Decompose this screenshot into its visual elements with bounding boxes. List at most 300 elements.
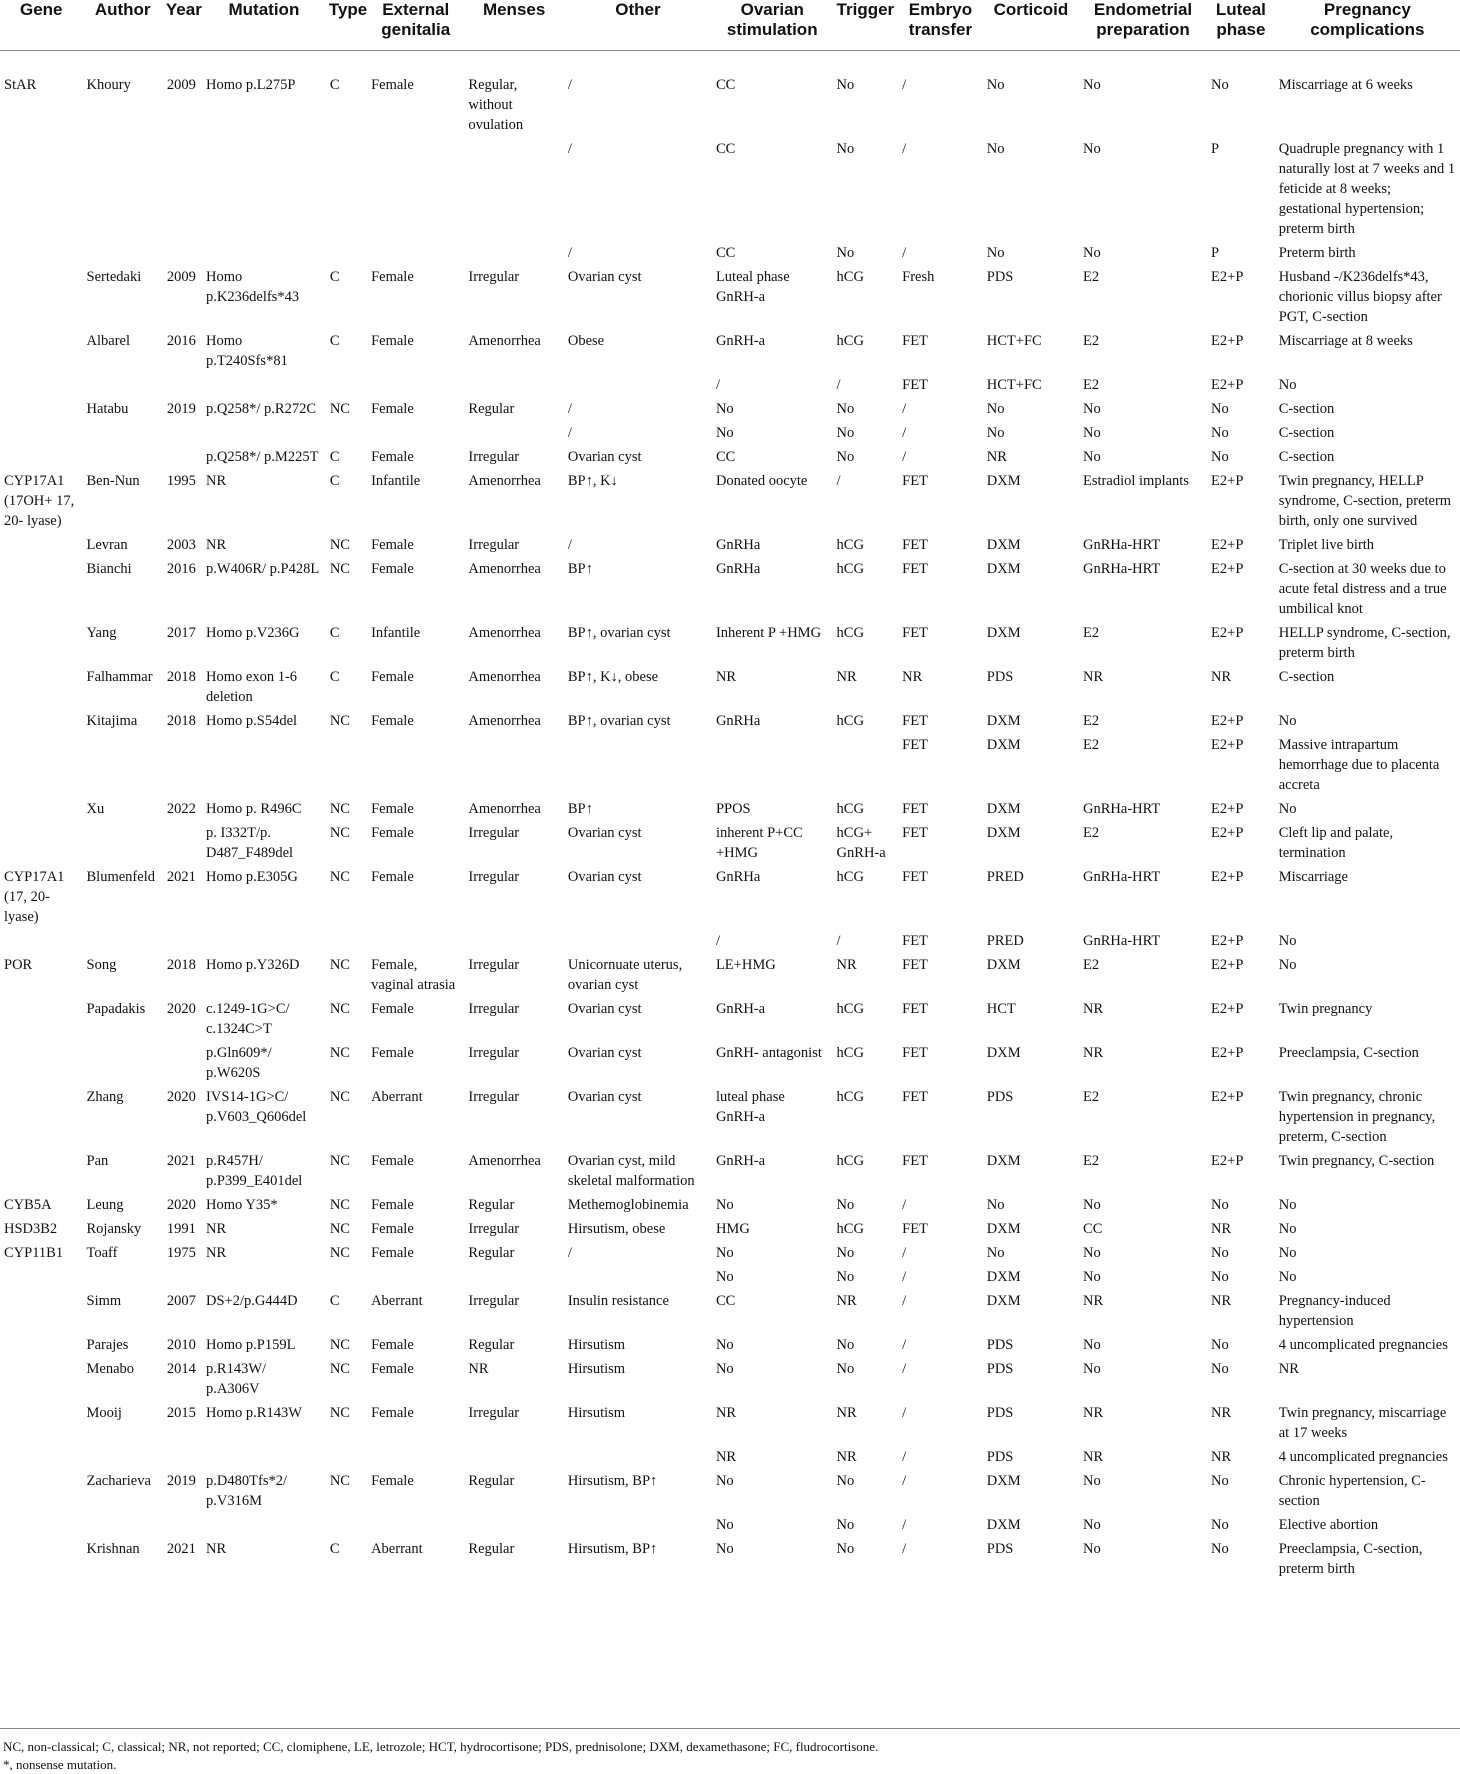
cell-other: Hirsutism — [567, 1337, 626, 1353]
column-header-type: Type — [328, 0, 368, 19]
cell-trigger: No — [836, 245, 855, 261]
cell-mutation: NR — [206, 1541, 227, 1557]
cell-embryo-transfer: / — [902, 141, 907, 157]
cell-other: / — [567, 425, 572, 441]
cell-year: 2019 — [166, 401, 196, 417]
cell-corticoid: No — [986, 425, 1005, 441]
cell-mutation: Homo p.V236G — [206, 625, 300, 641]
cell-type: NC — [329, 713, 350, 729]
cell-author — [83, 931, 163, 955]
cell-menses: Irregular — [468, 537, 520, 553]
cell-corticoid: PDS — [986, 1337, 1014, 1353]
cell-pregnancy-complications: Husband -/K236delfs*43, chorionic villus biopsy after PGT, C-section — [1278, 269, 1442, 325]
cell-year — [163, 1447, 202, 1471]
cell-menses: Regular — [468, 401, 515, 417]
cell-endometrial-preparation: NR — [1083, 1293, 1104, 1309]
cell-trigger: No — [836, 1541, 855, 1557]
cell-gene — [0, 1291, 83, 1335]
cell-endometrial-preparation: Estradiol implants — [1083, 473, 1189, 489]
cell-type: C — [329, 1293, 340, 1309]
cell-type: NC — [329, 1221, 350, 1237]
cell-embryo-transfer: FET — [902, 333, 928, 349]
cell-author — [83, 1515, 163, 1539]
cell-gene — [0, 1359, 83, 1403]
cell-year: 2018 — [166, 957, 196, 973]
cell-ovarian-stimulation: No — [715, 425, 734, 441]
cell-author — [83, 243, 163, 267]
cell-endometrial-preparation: E2 — [1083, 957, 1100, 973]
cell-corticoid: PDS — [986, 1449, 1014, 1465]
cell-author: Ben-Nun — [86, 473, 140, 489]
cell-year: 2010 — [166, 1337, 196, 1353]
cell-gene: HSD3B2 — [4, 1221, 58, 1237]
cell-endometrial-preparation: NR — [1083, 1449, 1104, 1465]
cell-author — [83, 139, 163, 243]
table-row — [0, 735, 1460, 799]
cell-external-genitalia: Female — [371, 537, 414, 553]
cell-luteal-phase: No — [1211, 449, 1229, 465]
cell-other — [564, 1447, 712, 1471]
cell-ovarian-stimulation: HMG — [715, 1221, 750, 1237]
cell-mutation: Homo p.Y326D — [206, 957, 300, 973]
cell-year: 2016 — [166, 561, 196, 577]
cell-type: NC — [329, 1089, 350, 1105]
cell-year: 2021 — [166, 1541, 196, 1557]
cell-gene: POR — [4, 957, 33, 973]
cell-mutation: Homo p.E305G — [206, 869, 298, 885]
cell-endometrial-preparation: No — [1083, 1337, 1101, 1353]
cell-pregnancy-complications: Elective abortion — [1278, 1517, 1379, 1533]
table-row — [0, 1471, 1460, 1515]
cell-pregnancy-complications: No — [1278, 933, 1297, 949]
cell-author — [83, 1447, 163, 1471]
cell-embryo-transfer: FET — [902, 1001, 928, 1017]
cell-luteal-phase: No — [1211, 1361, 1229, 1377]
cell-menses: Irregular — [468, 1045, 520, 1061]
cell-type — [326, 243, 367, 267]
cell-pregnancy-complications: Miscarriage — [1278, 869, 1348, 885]
cell-year: 2018 — [166, 713, 196, 729]
cell-gene — [0, 1447, 83, 1471]
cell-year: 2021 — [166, 1153, 196, 1169]
cell-other: BP↑ — [567, 801, 593, 817]
cell-gene — [0, 423, 83, 447]
column-header-menses: Menses — [482, 0, 546, 19]
cell-trigger: hCG — [836, 561, 864, 577]
cell-author — [83, 447, 163, 471]
cell-ovarian-stimulation: No — [715, 1361, 734, 1377]
cell-type: NC — [329, 1405, 350, 1421]
cell-gene: CYP17A1 (17, 20- lyase) — [4, 869, 65, 925]
cell-ovarian-stimulation — [712, 735, 833, 799]
cell-author — [83, 823, 163, 867]
cell-luteal-phase: No — [1211, 1517, 1229, 1533]
cell-endometrial-preparation: No — [1083, 449, 1101, 465]
cell-corticoid: DXM — [986, 737, 1021, 753]
cell-endometrial-preparation: E2 — [1083, 713, 1100, 729]
cell-gene: CYB5A — [4, 1197, 52, 1213]
cell-external-genitalia: Female — [371, 1197, 414, 1213]
cell-ovarian-stimulation: GnRH-a — [715, 1001, 766, 1017]
cell-ovarian-stimulation: No — [715, 1337, 734, 1353]
cell-pregnancy-complications: Preeclampsia, C-section, preterm birth — [1278, 1541, 1423, 1577]
cell-external-genitalia: Aberrant — [371, 1541, 423, 1557]
column-header-endometrial-preparation: Endometrial preparation — [1093, 0, 1193, 39]
cell-author — [83, 1043, 163, 1087]
cell-endometrial-preparation: E2 — [1083, 1089, 1100, 1105]
cell-author: Kitajima — [86, 713, 138, 729]
table-row — [0, 1267, 1460, 1291]
cell-author: Zacharieva — [86, 1473, 151, 1489]
cell-year: 2014 — [166, 1361, 196, 1377]
cell-ovarian-stimulation: No — [715, 1269, 734, 1285]
cell-ovarian-stimulation: GnRH- antagonist — [715, 1045, 822, 1061]
cell-embryo-transfer: / — [902, 1361, 907, 1377]
cell-trigger: hCG — [836, 1089, 864, 1105]
cell-author: Mooij — [86, 1405, 122, 1421]
cell-endometrial-preparation: GnRHa-HRT — [1083, 561, 1161, 577]
cell-type — [326, 375, 367, 399]
cell-author: Simm — [86, 1293, 122, 1309]
cell-external-genitalia: Female, vaginal atrasia — [371, 957, 456, 993]
column-header-trigger: Trigger — [836, 0, 895, 19]
cell-gene: CYP11B1 — [4, 1245, 64, 1261]
table-row — [0, 623, 1460, 667]
cell-external-genitalia: Female — [371, 669, 414, 685]
cell-year — [163, 243, 202, 267]
cell-pregnancy-complications: No — [1278, 957, 1297, 973]
cell-pregnancy-complications: Cleft lip and palate, termination — [1278, 825, 1394, 861]
table-row — [0, 423, 1460, 447]
cell-pregnancy-complications: No — [1278, 1221, 1297, 1237]
cell-pregnancy-complications: NR — [1278, 1361, 1299, 1377]
cell-author: Zhang — [86, 1089, 124, 1105]
cell-embryo-transfer: FET — [902, 1045, 928, 1061]
cell-menses: Regular — [468, 1197, 515, 1213]
cell-year: 2009 — [166, 269, 196, 285]
cell-luteal-phase: E2+P — [1211, 1153, 1244, 1169]
cell-embryo-transfer: / — [902, 1293, 907, 1309]
cell-trigger: hCG — [836, 537, 864, 553]
cell-trigger: hCG — [836, 801, 864, 817]
cell-mutation: Homo p. R496C — [206, 801, 302, 817]
table-row — [0, 1515, 1460, 1539]
cell-menses: Amenorrhea — [468, 713, 541, 729]
cell-endometrial-preparation: E2 — [1083, 377, 1100, 393]
cell-corticoid: DXM — [986, 1473, 1021, 1489]
cell-type: NC — [329, 801, 350, 817]
cell-other: Ovarian cyst — [567, 449, 642, 465]
cell-gene — [0, 1471, 83, 1515]
cell-endometrial-preparation: No — [1083, 141, 1101, 157]
cell-gene — [0, 375, 83, 399]
cell-author: Xu — [86, 801, 105, 817]
cell-other: BP↑, K↓ — [567, 473, 618, 489]
cell-pregnancy-complications: Twin pregnancy, chronic hypertension in pregnancy, preterm, C-section — [1278, 1089, 1436, 1145]
cell-trigger: No — [836, 1337, 855, 1353]
cell-corticoid: DXM — [986, 1221, 1021, 1237]
cell-corticoid: DXM — [986, 1153, 1021, 1169]
cell-endometrial-preparation: E2 — [1083, 1153, 1100, 1169]
cell-mutation — [202, 735, 326, 799]
cell-trigger: hCG — [836, 1001, 864, 1017]
column-header-luteal-phase: Luteal phase — [1215, 0, 1266, 39]
cell-other: Ovarian cyst — [567, 825, 642, 841]
cell-luteal-phase: E2+P — [1211, 801, 1244, 817]
cell-embryo-transfer: / — [902, 1449, 907, 1465]
cell-luteal-phase: No — [1211, 1541, 1229, 1557]
bottom-rule — [0, 1728, 1460, 1729]
cell-ovarian-stimulation: PPOS — [715, 801, 751, 817]
cell-menses: Regular, without ovulation — [468, 77, 524, 133]
table-row — [0, 931, 1460, 955]
cell-type — [326, 423, 367, 447]
cell-menses: Amenorrhea — [468, 1153, 541, 1169]
cell-menses — [464, 735, 563, 799]
cell-embryo-transfer: FET — [902, 377, 928, 393]
cell-pregnancy-complications: No — [1278, 713, 1297, 729]
cell-embryo-transfer: FET — [902, 825, 928, 841]
cell-mutation: NR — [206, 537, 227, 553]
cell-pregnancy-complications: Quadruple pregnancy with 1 naturally lost at 7 weeks and 1 feticide at 8 weeks; gestational hypertension; preterm birth — [1278, 141, 1456, 237]
cell-corticoid: PDS — [986, 269, 1014, 285]
cell-luteal-phase: E2+P — [1211, 269, 1244, 285]
cell-author: Blumenfeld — [86, 869, 155, 885]
cell-corticoid: PRED — [986, 933, 1024, 949]
cell-other — [564, 1267, 712, 1291]
cell-other: Ovarian cyst — [567, 1001, 642, 1017]
cell-menses: Irregular — [468, 1293, 520, 1309]
cell-external-genitalia: Female — [371, 1153, 414, 1169]
cell-luteal-phase: E2+P — [1211, 1045, 1244, 1061]
cell-other: BP↑, ovarian cyst — [567, 625, 671, 641]
cell-author: Sertedaki — [86, 269, 142, 285]
cell-author: Hatabu — [86, 401, 129, 417]
cell-pregnancy-complications: C-section — [1278, 425, 1335, 441]
cell-trigger: hCG — [836, 869, 864, 885]
cell-external-genitalia: Female — [371, 1045, 414, 1061]
cell-type: C — [329, 449, 340, 465]
cell-gene — [0, 1403, 83, 1447]
cell-mutation: NR — [206, 1221, 227, 1237]
cell-trigger: hCG — [836, 625, 864, 641]
cell-ovarian-stimulation: GnRHa — [715, 537, 761, 553]
cell-menses — [464, 1267, 563, 1291]
cell-year — [163, 447, 202, 471]
table-row — [0, 999, 1460, 1043]
table-row — [0, 51, 1460, 140]
cell-other: / — [567, 401, 572, 417]
cell-type: C — [329, 473, 340, 489]
cell-embryo-transfer: / — [902, 1405, 907, 1421]
cell-pregnancy-complications: No — [1278, 801, 1297, 817]
cell-mutation: p.Q258*/ p.M225T — [206, 449, 319, 465]
cell-gene — [0, 1539, 83, 1583]
cell-type: NC — [329, 1045, 350, 1061]
cell-other: Hirsutism, BP↑ — [567, 1541, 658, 1557]
cell-gene — [0, 999, 83, 1043]
cell-endometrial-preparation: No — [1083, 1473, 1101, 1489]
cell-luteal-phase: NR — [1211, 1293, 1232, 1309]
cell-embryo-transfer: / — [902, 401, 907, 417]
cell-corticoid: HCT+FC — [986, 377, 1042, 393]
cell-mutation — [202, 375, 326, 399]
cell-year: 2020 — [166, 1197, 196, 1213]
cell-ovarian-stimulation: / — [715, 933, 720, 949]
cell-year: 2018 — [166, 669, 196, 685]
cell-gene — [0, 931, 83, 955]
cell-menses: Irregular — [468, 1089, 520, 1105]
cell-trigger: NR — [836, 1293, 857, 1309]
cell-luteal-phase: E2+P — [1211, 869, 1244, 885]
table-row — [0, 799, 1460, 823]
cell-other: Hirsutism — [567, 1405, 626, 1421]
cell-corticoid: PDS — [986, 1541, 1014, 1557]
cell-luteal-phase: No — [1211, 401, 1229, 417]
cell-external-genitalia: Female — [371, 401, 414, 417]
table-row — [0, 1151, 1460, 1195]
cell-endometrial-preparation: GnRHa-HRT — [1083, 869, 1161, 885]
table-row — [0, 867, 1460, 931]
cell-year: 2019 — [166, 1473, 196, 1489]
cell-gene — [0, 1087, 83, 1151]
cell-gene: StAR — [4, 77, 37, 93]
cell-luteal-phase: E2+P — [1211, 333, 1244, 349]
table-row — [0, 399, 1460, 423]
cell-mutation: p.D480Tfs*2/ p.V316M — [206, 1473, 288, 1509]
cell-endometrial-preparation: No — [1083, 1197, 1101, 1213]
cell-ovarian-stimulation: CC — [715, 245, 736, 261]
cell-trigger: No — [836, 425, 855, 441]
cell-type: NC — [329, 1153, 350, 1169]
cell-corticoid: No — [986, 1245, 1005, 1261]
table-row — [0, 267, 1460, 331]
cell-ovarian-stimulation: No — [715, 1197, 734, 1213]
cell-external-genitalia: Female — [371, 869, 414, 885]
cell-corticoid: HCT+FC — [986, 333, 1042, 349]
cell-pregnancy-complications: Massive intrapartum hemorrhage due to placenta accreta — [1278, 737, 1440, 793]
cell-external-genitalia — [367, 243, 464, 267]
cell-year — [163, 1515, 202, 1539]
cell-external-genitalia: Female — [371, 333, 414, 349]
cell-pregnancy-complications: HELLP syndrome, C-section, preterm birth — [1278, 625, 1451, 661]
cell-external-genitalia: Infantile — [371, 625, 421, 641]
cell-year — [163, 375, 202, 399]
cell-pregnancy-complications: Chronic hypertension, C-section — [1278, 1473, 1426, 1509]
cell-external-genitalia: Female — [371, 801, 414, 817]
cell-ovarian-stimulation: CC — [715, 449, 736, 465]
cell-trigger: NR — [836, 1449, 857, 1465]
cell-author: Levran — [86, 537, 128, 553]
cell-luteal-phase: E2+P — [1211, 737, 1244, 753]
cell-author: Toaff — [86, 1245, 118, 1261]
cell-external-genitalia: Infantile — [371, 473, 421, 489]
cell-mutation: p.Gln609*/ p.W620S — [206, 1045, 272, 1081]
cell-ovarian-stimulation: Donated oocyte — [715, 473, 808, 489]
cell-corticoid: No — [986, 141, 1005, 157]
table-row — [0, 447, 1460, 471]
cell-endometrial-preparation: No — [1083, 1541, 1101, 1557]
cell-other: Ovarian cyst — [567, 269, 642, 285]
cell-year: 2021 — [166, 869, 196, 885]
cell-embryo-transfer: / — [902, 449, 907, 465]
table-row — [0, 1291, 1460, 1335]
table-row — [0, 1539, 1460, 1583]
cell-year: 2020 — [166, 1001, 196, 1017]
cell-trigger: hCG — [836, 269, 864, 285]
cell-other: Ovarian cyst — [567, 1045, 642, 1061]
cell-type: C — [329, 1541, 340, 1557]
cell-endometrial-preparation: No — [1083, 401, 1101, 417]
table-row — [0, 1447, 1460, 1471]
table-row — [0, 667, 1460, 711]
cell-type: NC — [329, 1337, 350, 1353]
cell-other: Insulin resistance — [567, 1293, 669, 1309]
cell-trigger: / — [836, 933, 841, 949]
cell-corticoid: DXM — [986, 713, 1021, 729]
cell-type: NC — [329, 825, 350, 841]
cell-menses: Irregular — [468, 269, 520, 285]
cell-ovarian-stimulation: / — [715, 377, 720, 393]
cell-external-genitalia — [367, 1515, 464, 1539]
cell-luteal-phase: E2+P — [1211, 957, 1244, 973]
cell-author: Menabo — [86, 1361, 135, 1377]
cell-author — [83, 1267, 163, 1291]
cell-mutation — [202, 1267, 326, 1291]
cell-mutation: p. I332T/p. D487_F489del — [206, 825, 294, 861]
table-row — [0, 1243, 1460, 1267]
cell-type: C — [329, 625, 340, 641]
cell-ovarian-stimulation: NR — [715, 669, 737, 685]
cell-pregnancy-complications: Preeclampsia, C-section — [1278, 1045, 1419, 1061]
cell-menses — [464, 1515, 563, 1539]
cell-embryo-transfer: / — [902, 425, 907, 441]
cell-corticoid: DXM — [986, 473, 1021, 489]
cell-mutation: NR — [206, 1245, 227, 1261]
table-row — [0, 711, 1460, 735]
table-row — [0, 1403, 1460, 1447]
cell-other: Hirsutism — [567, 1361, 626, 1377]
cell-external-genitalia: Female — [371, 825, 414, 841]
cell-luteal-phase: P — [1211, 141, 1220, 157]
cell-pregnancy-complications: Pregnancy-induced hypertension — [1278, 1293, 1391, 1329]
cell-endometrial-preparation: No — [1083, 1245, 1101, 1261]
cell-mutation: p.R457H/ p.P399_E401del — [206, 1153, 303, 1189]
cell-external-genitalia: Aberrant — [371, 1293, 423, 1309]
cell-other — [564, 375, 712, 399]
cell-external-genitalia: Female — [371, 1337, 414, 1353]
cell-year — [163, 931, 202, 955]
cell-luteal-phase: No — [1211, 1337, 1229, 1353]
cell-endometrial-preparation: E2 — [1083, 825, 1100, 841]
cell-other: Obese — [567, 333, 605, 349]
cell-endometrial-preparation: E2 — [1083, 625, 1100, 641]
cell-embryo-transfer: / — [902, 77, 907, 93]
cell-other: Hirsutism, obese — [567, 1221, 666, 1237]
cell-endometrial-preparation: CC — [1083, 1221, 1103, 1237]
table-row — [0, 1219, 1460, 1243]
cell-year: 2007 — [166, 1293, 196, 1309]
cell-luteal-phase: E2+P — [1211, 377, 1244, 393]
cell-embryo-transfer: FET — [902, 1153, 928, 1169]
cell-pregnancy-complications: 4 uncomplicated pregnancies — [1278, 1337, 1448, 1353]
cell-endometrial-preparation: No — [1083, 77, 1101, 93]
cell-embryo-transfer: FET — [902, 625, 928, 641]
cell-corticoid: DXM — [986, 957, 1021, 973]
footnotes — [3, 1738, 878, 1774]
cell-luteal-phase: No — [1211, 1473, 1229, 1489]
cell-gene — [0, 535, 83, 559]
